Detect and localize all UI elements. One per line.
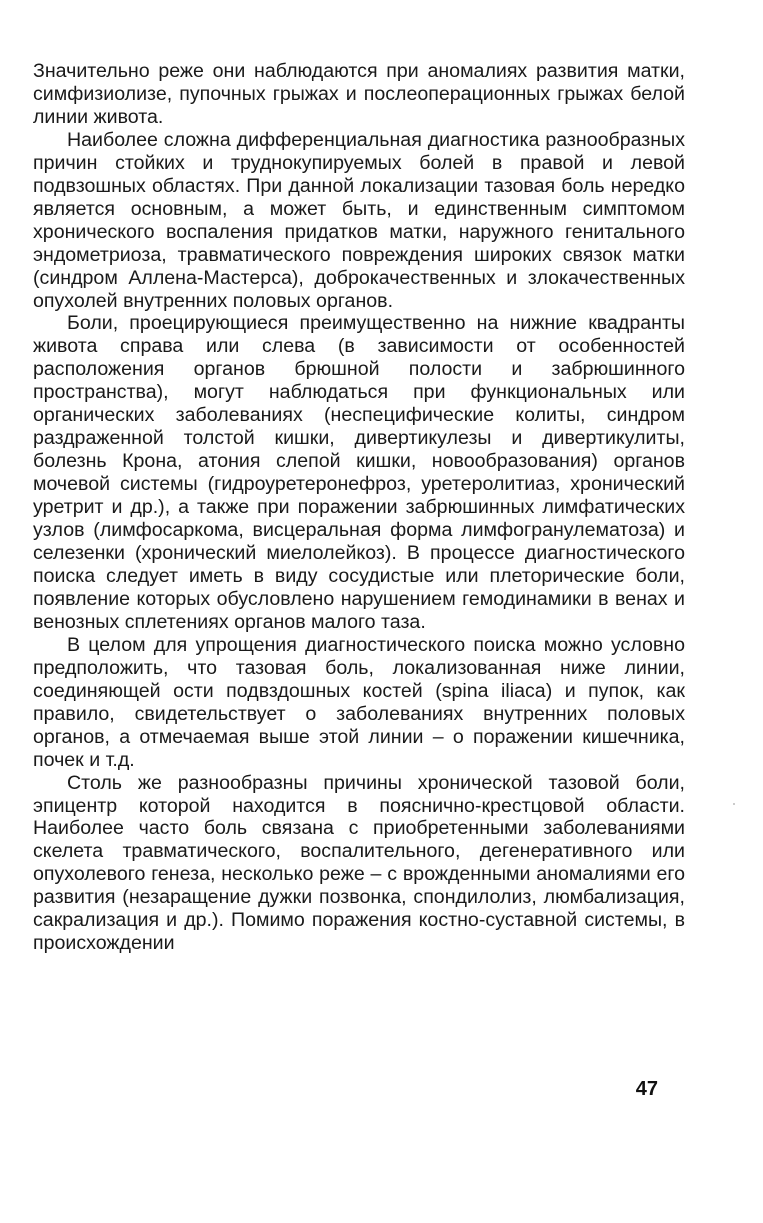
page-body [33, 60, 685, 955]
page-number: 47 [635, 1078, 658, 1100]
paragraph-3: Боли, проецирующиеся преимущественно на нижние квадранты живота справа или слева (в зависимости от особенностей расположения органов брюшной полости и забрюшинного пространства), могут наблюдаться при функциональных или органических заболеваниях (неспецифические колиты, синдром раздраженной толстой кишки, дивертикулезы и дивертикулиты, болезнь Крона, атония слепой кишки, новообразования) органов мочевой системы (гидроуретеронефроз, уретеролитиаз, хронический уретрит и др.), а также при поражении забрюшинных лимфатических узлов (лимфосаркома, висцеральная форма лимфогранулематоза) и селезенки (хронический миелолейкоз). В процессе диагностического поиска следует иметь в виду сосудистые или плеторические боли, появление которых обусловлено нарушением гемодинамики в венах и венозных сплетениях органов малого таза. [33, 312, 685, 633]
paragraph-5: Столь же разнообразны причины хронической тазовой боли, эпицентр которой находится в пояснично-крестцовой области. Наиболее часто боль связана с приобретенными заболеваниями скелета травматического, воспалительного, дегенеративного или опухолевого генеза, несколько реже – с врожденными аномалиями его развития (незаращение дужки позвонка, спондилолиз, люмбализация, сакрализация и др.). Помимо поражения костно-суставной системы, в происхождении [33, 771, 685, 955]
paragraph-1: Значительно реже они наблюдаются при аномалиях развития матки, симфизиолизе, пупочных грыжах и послеоперационных грыжах белой линии живота. [33, 60, 685, 128]
paragraph-4: В целом для упрощения диагностического поиска можно условно предположить, что тазовая боль, локализованная ниже линии, соединяющей ости подвздошных костей (spina iliaca) и пупок, как правило, свидетельствует о заболеваниях внутренних половых органов, а отмечаемая выше этой линии – о поражении кишечника, почек и т.д. [33, 633, 685, 771]
scan-speck [733, 803, 735, 805]
paragraph-2: Наиболее сложна дифференциальная диагностика разнообразных причин стойких и труднокупируемых болей в правой и левой подвзошных областях. При данной локализации тазовая боль нередко является основным, а может быть, и единственным симптомом хронического воспаления придатков матки, наружного генитального эндометриоза, травматического повреждения широких связок матки (синдром Аллена-Мастерса), доброкачественных и злокачественных опухолей внутренних половых органов. [33, 128, 685, 312]
